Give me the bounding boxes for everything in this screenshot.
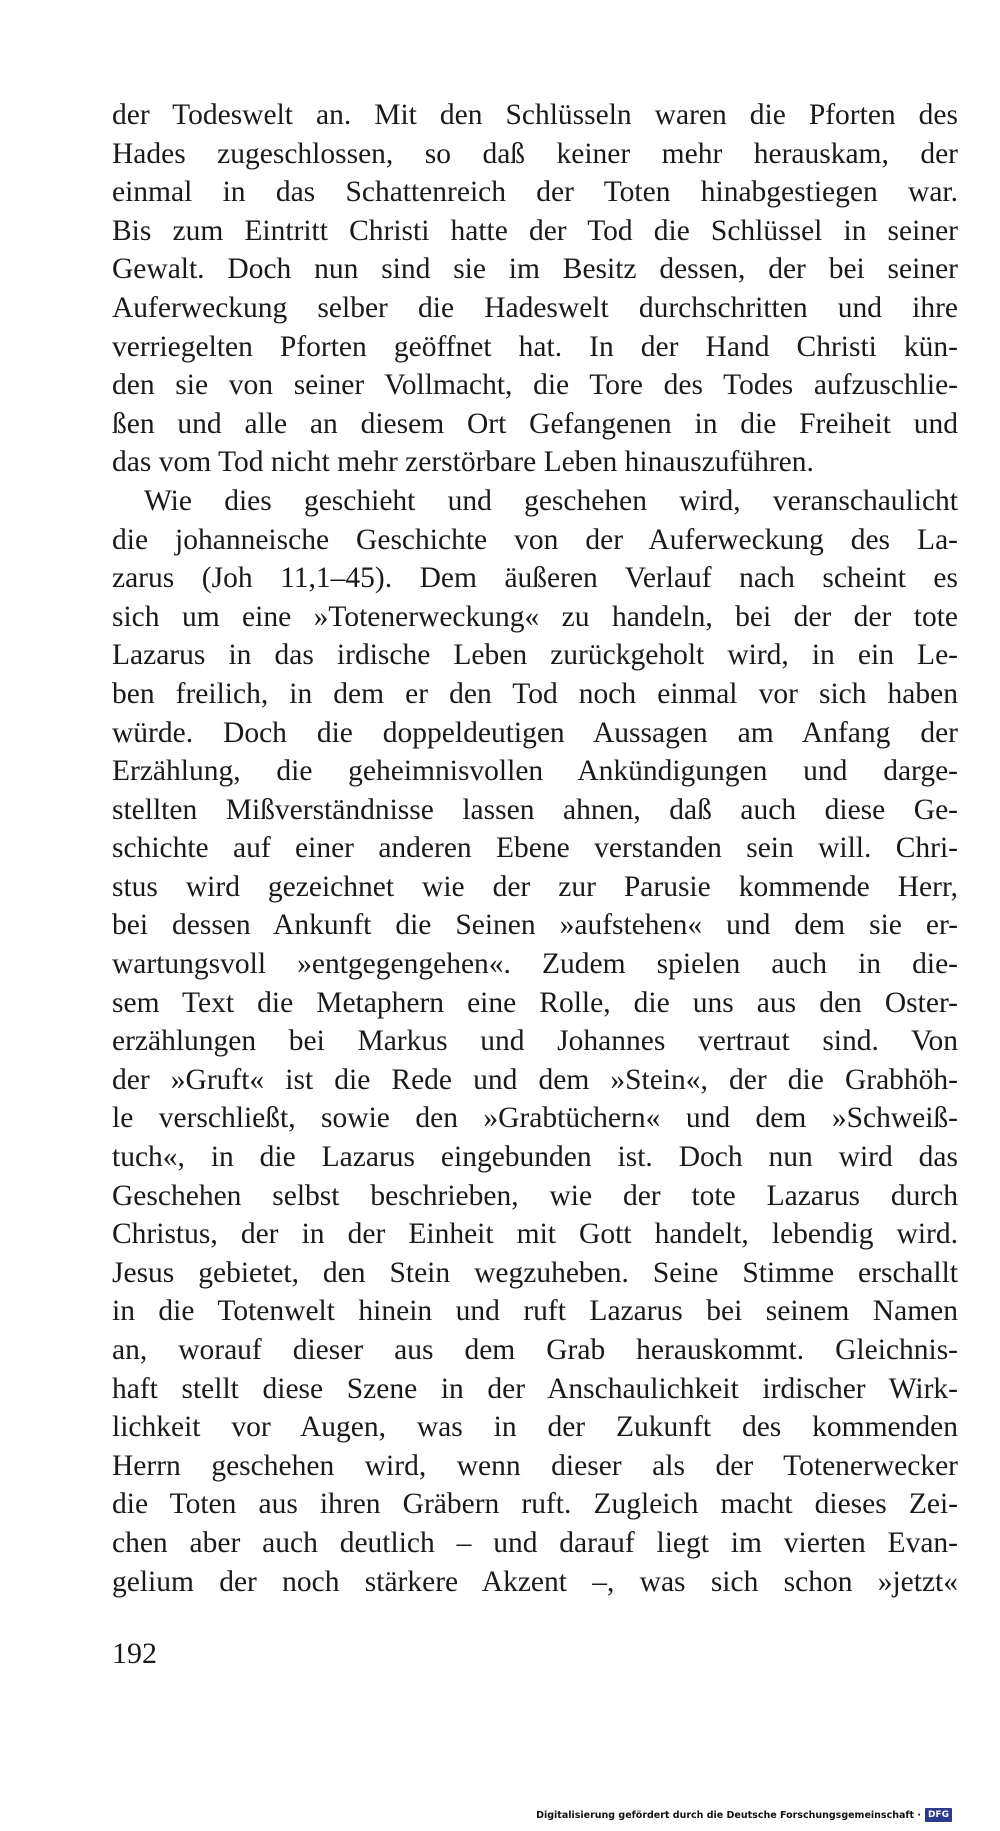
text-line: stus wird gezeichnet wie der zur Parusie kommende Herr, (112, 870, 958, 903)
text-line: die johanneische Geschichte von der Auferweckung des La- (112, 523, 958, 556)
text-line: verriegelten Pforten geöffnet hat. In der Hand Christi kün- (112, 330, 958, 363)
dfg-logo: DFG (925, 1808, 952, 1822)
text-line: tuch«, in die Lazarus eingebunden ist. Doch nun wird das (112, 1141, 958, 1174)
text-line: Herrn geschehen wird, wenn dieser als der Totenerwecker (112, 1449, 958, 1482)
text-line: Erzählung, die geheimnisvollen Ankündigungen und darge- (112, 755, 958, 788)
text-line: bei dessen Ankunft die Seinen »aufstehen« und dem sie er- (112, 909, 958, 942)
text-line: Geschehen selbst beschrieben, wie der tote Lazarus durch (112, 1179, 958, 1212)
text-line: wartungsvoll »entgegengehen«. Zudem spielen auch in die- (112, 948, 958, 981)
text-line: Auferweckung selber die Hadeswelt durchschritten und ihre (112, 291, 958, 324)
text-line: ben freilich, in dem er den Tod noch einmal vor sich haben (112, 677, 958, 710)
text-line: schichte auf einer anderen Ebene verstanden sein will. Chri- (112, 832, 958, 865)
text-line: sich um eine »Totenerweckung« zu handeln, bei der der tote (112, 600, 958, 633)
text-line: zarus (Joh 11,1–45). Dem äußeren Verlauf nach scheint es (112, 562, 958, 595)
text-line: lichkeit vor Augen, was in der Zukunft des kommenden (112, 1411, 958, 1444)
text-line: der Todeswelt an. Mit den Schlüsseln waren die Pforten des (112, 99, 958, 131)
text-line: würde. Doch die doppeldeutigen Aussagen am Anfang der (112, 716, 958, 749)
text-line: chen aber auch deutlich – und darauf liegt im vierten Evan- (112, 1526, 958, 1559)
text-line: den sie von seiner Vollmacht, die Tore des Todes aufzuschlie- (112, 369, 958, 402)
page-body-text (112, 96, 958, 1601)
text-line: Bis zum Eintritt Christi hatte der Tod die Schlüssel in seiner (112, 214, 958, 247)
text-line: sem Text die Metaphern eine Rolle, die uns aus den Oster- (112, 986, 958, 1019)
credit-text: Digitalisierung gefördert durch die Deutsche Forschungsgemeinschaft · (536, 1809, 921, 1821)
text-line: an, worauf dieser aus dem Grab herauskommt. Gleichnis- (112, 1334, 958, 1366)
text-line: das vom Tod nicht mehr zerstörbare Leben hinauszuführen. (112, 446, 814, 479)
text-line: Gewalt. Doch nun sind sie im Besitz dessen, der bei seiner (112, 253, 958, 286)
text-line: Christus, der in der Einheit mit Gott handelt, lebendig wird. (112, 1218, 958, 1251)
text-line: in die Totenwelt hinein und ruft Lazarus bei seinem Namen (112, 1295, 958, 1328)
text-line: Lazarus in das irdische Leben zurückgeholt wird, in ein Le- (112, 639, 958, 672)
text-line: erzählungen bei Markus und Johannes vertraut sind. Von (112, 1025, 958, 1058)
text-line: Hades zugeschlossen, so daß keiner mehr herauskam, der (112, 137, 958, 170)
text-line: der »Gruft« ist die Rede und dem »Stein«, der die Grabhöh- (112, 1063, 958, 1096)
text-line: stellten Mißverständnisse lassen ahnen, daß auch diese Ge- (112, 793, 958, 826)
text-line: haft stellt diese Szene in der Anschaulichkeit irdischer Wirk- (112, 1372, 958, 1405)
text-line: gelium der noch stärkere Akzent –, was sich schon »jetzt« (112, 1565, 958, 1598)
text-line-paragraph-start: Wie dies geschieht und geschehen wird, veranschaulicht (144, 484, 958, 517)
text-line: Jesus gebietet, den Stein wegzuheben. Seine Stimme erschallt (112, 1256, 958, 1289)
text-line: ßen und alle an diesem Ort Gefangenen in die Freiheit und (112, 407, 958, 440)
digitization-credit (536, 1807, 952, 1823)
text-line: die Toten aus ihren Gräbern ruft. Zugleich macht dieses Zei- (112, 1488, 958, 1521)
text-line: le verschließt, sowie den »Grabtüchern« und dem »Schweiß- (112, 1102, 958, 1135)
text-line: einmal in das Schattenreich der Toten hinabgestiegen war. (112, 176, 958, 209)
page-number: 192 (112, 1637, 157, 1670)
